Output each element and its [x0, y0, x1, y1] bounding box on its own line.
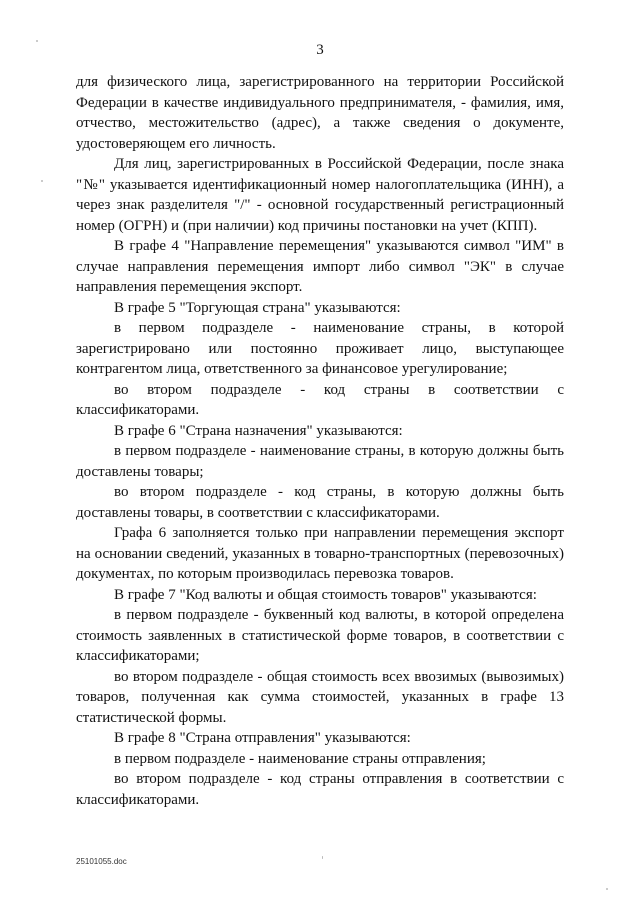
paragraph: в первом подразделе - наименование страны, в которую должны быть доставлены товары;: [76, 443, 564, 480]
scan-speck: [606, 888, 608, 890]
paragraph: В графе 5 "Торгующая страна" указываются:: [114, 299, 401, 316]
paragraph: Графа 6 заполняется только при направлении перемещения экспорт на основании сведений, указанных в товарно-транспортных (перевозочных) документах, по которым производилась перевозка товаров.: [76, 525, 564, 582]
paragraph: В графе 7 "Код валюты и общая стоимость товаров" указываются:: [114, 586, 537, 603]
document-body: [76, 72, 564, 810]
scan-speck: [322, 856, 323, 859]
paragraph: В графе 4 "Направление перемещения" указываются символ "ИМ" в случае направления перемещения импорт либо символ "ЭК" в случае направления перемещения экспорт.: [76, 238, 564, 295]
paragraph: в первом подразделе - буквенный код валюты, в которой определена стоимость заявленных в статистической форме товаров, в соответствии с классификаторами;: [76, 607, 564, 664]
paragraph: в первом подразделе - наименование страны отправления;: [114, 750, 486, 767]
paragraph: для физического лица, зарегистрированного на территории Российской Федерации в качестве индивидуального предпринимателя, - фамилия, имя, отчество, местожительство (адрес), а также сведения о документе, удостоверяющем его личность.: [76, 74, 564, 152]
scan-speck: [41, 180, 43, 182]
paragraph: во втором подразделе - код страны отправления в соответствии с классификаторами.: [76, 771, 564, 808]
paragraph: В графе 8 "Страна отправления" указываются:: [114, 730, 411, 746]
paragraph: В графе 6 "Страна назначения" указываются:: [114, 422, 403, 439]
paragraph: в первом подразделе - наименование страны, в которой зарегистрировано или постоянно проживает лицо, выступающее контрагентом лица, ответственного за финансовое урегулирование;: [76, 320, 564, 377]
paragraph: во втором подразделе - код страны, в которую должны быть доставлены товары, в соответствии с классификаторами.: [76, 484, 564, 521]
page-number: 3: [316, 42, 324, 58]
footer-filename: 25101055.doc: [76, 857, 127, 866]
scan-speck: [36, 40, 38, 42]
paragraph: Для лиц, зарегистрированных в Российской Федерации, после знака "№" указывается идентификационный номер налогоплательщика (ИНН), а через знак разделителя "/" - основной государственный регистрационный номер (ОГРН) и (при наличии) код причины постановки на учет (КПП).: [76, 156, 564, 234]
paragraph: во втором подразделе - код страны в соответствии с классификаторами.: [76, 381, 564, 418]
paragraph: во втором подразделе - общая стоимость всех ввозимых (вывозимых) товаров, полученная как сумма стоимостей, указанных в графе 13 статистической формы.: [76, 668, 564, 726]
